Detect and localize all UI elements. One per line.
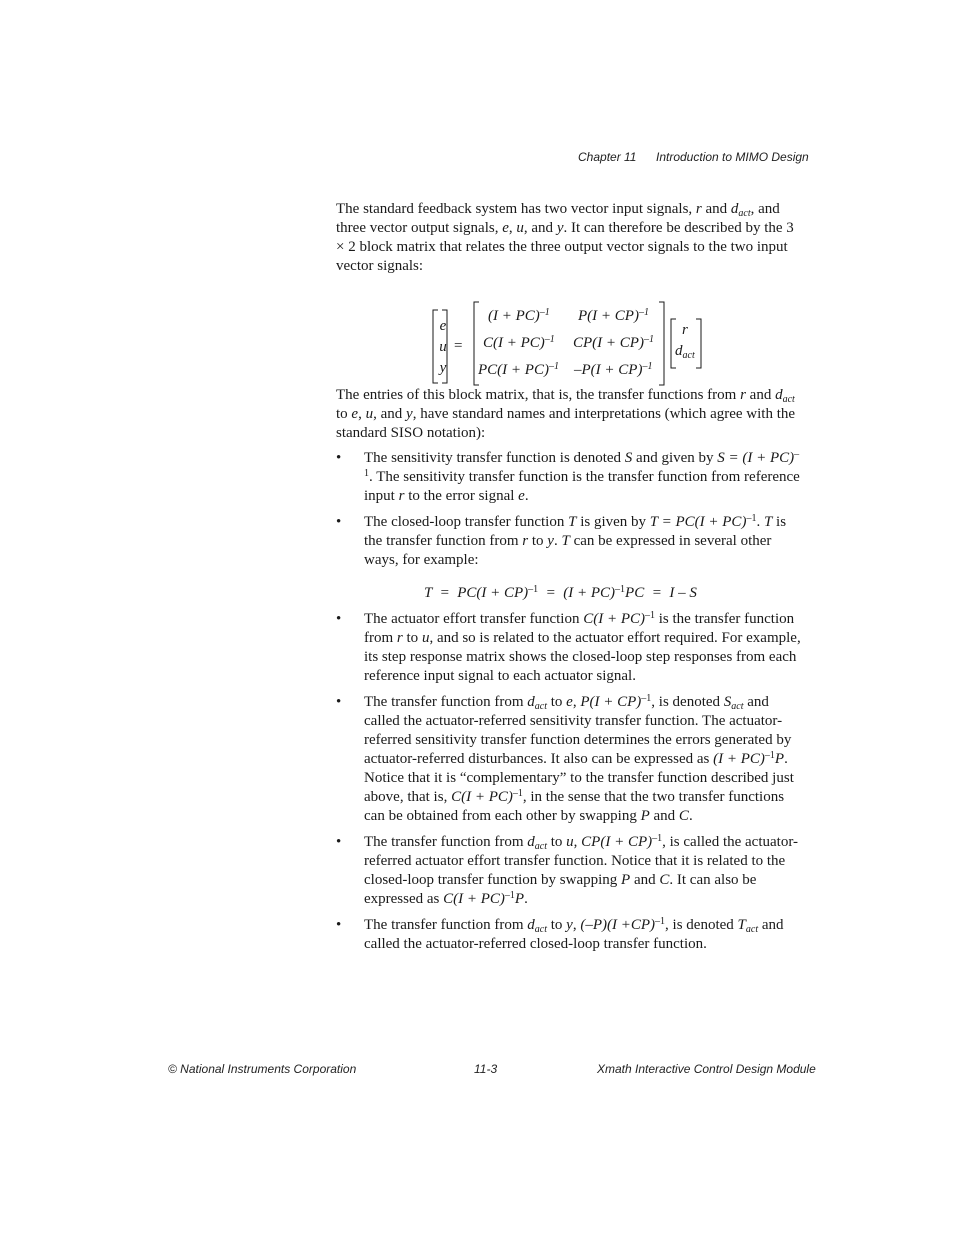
rhs-d-act: $d_{act}$	[675, 343, 695, 361]
closed-loop-equation: T = PC(I + CP)$^{-1}$ = (I + PC)$^{-1}$PC = I – S	[424, 584, 697, 601]
intro-paragraph: The standard feedback system has two vector input signals, r and $d_{act}$, and three vector output signals, e, u, and y. It can therefore be described by the 3 × 2 block matrix that relates the three output vector signals to the two input vector signals:	[336, 201, 794, 274]
page-body	[336, 200, 802, 961]
matrix-entry-2-2: CP(I + CP)$^{-1}$	[573, 334, 654, 351]
list-item: • The closed-loop transfer function T is given by T = PC(I + PC)$^{-1}$. T is the transfer function from r to y. T can be expressed in several other ways, for example:	[336, 513, 787, 568]
list-item: • The transfer function from $d_{act}$ to u, CP(I + CP)$^{-1}$, is called the actuator-referred actuator effort transfer function. Notice that it is related to the closed-loop transfer function by swapping P and C. It can also be expressed as C(I + PC)$^{-1}$P.	[336, 833, 799, 907]
footer-copyright: © National Instruments Corporation	[168, 1062, 357, 1076]
equals-sign: =	[454, 338, 463, 354]
list-item: • The transfer function from $d_{act}$ to y, $(-P)(I +CP)^{-1}$, is denoted $T_{act}$ and called the actuator-referred closed-loop transfer function.	[336, 916, 784, 952]
footer-page-number: 11-3	[474, 1062, 498, 1076]
transfer-function-list	[336, 449, 802, 570]
transfer-function-list-continued	[336, 610, 802, 954]
entries-paragraph: The entries of this block matrix, that is, the transfer functions from r and $d_{act}$ to e, u, and y, have standard names and interpretations (which agree with the standard SISO notation):	[336, 387, 796, 441]
matrix-entry-3-1: PC(I + PC)$^{-1}$	[478, 361, 559, 378]
list-item: • The sensitivity transfer function is denoted S and given by S = (I + PC)$^{-1}$. The sensitivity transfer function is the transfer function from reference input r to the error signal e.	[336, 449, 800, 504]
header-chapter: Chapter 11	[578, 150, 637, 164]
list-item: • The actuator effort transfer function C(I + PC)$^{-1}$ is the transfer function from r to u, and so is related to the actuator effort required. For example, its step response matrix shows the closed-loop step responses from each reference input signal to each actuator signal.	[336, 610, 801, 684]
equation-brackets	[336, 276, 802, 386]
rhs-r: r	[682, 322, 688, 338]
block-matrix-equation	[336, 276, 802, 386]
header-title: Introduction to MIMO Design	[656, 150, 809, 164]
matrix-entry-3-2: –P(I + CP)$^{-1}$	[574, 361, 653, 378]
matrix-entry-2-1: C(I + PC)$^{-1}$	[483, 334, 555, 351]
matrix-entry-1-1: (I + PC)$^{-1}$	[488, 307, 550, 324]
list-item: • The transfer function from $d_{act}$ to e, P(I + CP)$^{-1}$, is denoted $S_{act}$ and called the actuator-referred sensitivity transfer function. The actuator-referred sensitivity transfer function determines the errors generated by actuator-referred disturbances. It also can be expressed as (I + PC)$^{-1}$P. Notice that it is “complementary” to the transfer function described just above, that is, C(I + PC)$^{-1}$, in the sense that the two transfer functions can be obtained from each other by swapping P and C.	[336, 693, 794, 824]
lhs-vector: e u y	[439, 318, 447, 376]
matrix-entry-1-2: P(I + CP)$^{-1}$	[578, 307, 649, 324]
footer-product: Xmath Interactive Control Design Module	[597, 1062, 816, 1076]
